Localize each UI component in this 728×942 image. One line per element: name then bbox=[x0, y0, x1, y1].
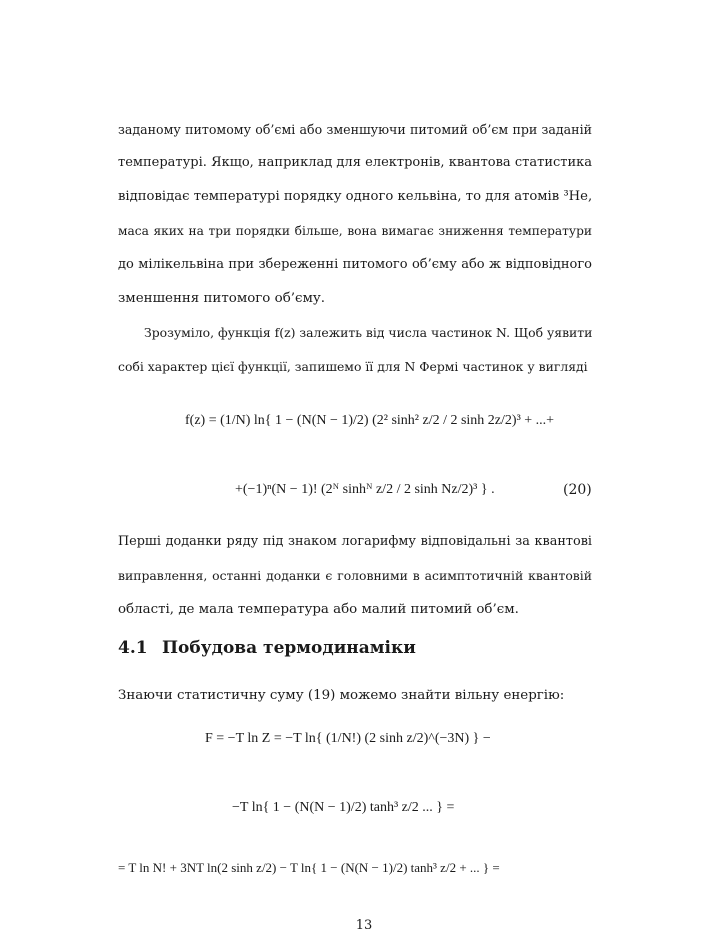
paragraph-line: маса яких на три порядки більше, вона вимагає зниження температури bbox=[118, 224, 592, 238]
paragraph-line: Знаючи статистичну суму (19) можемо знайти вільну енергію: bbox=[118, 688, 565, 703]
equation-number: (20) bbox=[563, 482, 592, 498]
paragraph-line: до мілікельвіна при збереженні питомого об’єму або ж відповідного bbox=[118, 257, 592, 272]
free-energy-line-1: F = −T ln Z = −T ln{ (1/N!) (2 sinh z/2)^(−3N) } − bbox=[205, 731, 491, 746]
paragraph-line: заданому питомому об’ємі або зменшуючи питомий об’єм при заданій bbox=[118, 122, 592, 137]
paragraph-line: зменшення питомого об’єму. bbox=[118, 291, 326, 306]
equation-20-line-2: +(−1)ⁿ(N − 1)! (2ᴺ sinhᴺ z/2 / 2 sinh Nz/2)³ } . bbox=[235, 482, 495, 497]
paragraph-line: виправлення, останні доданки є головними в асимптотичній квантовій bbox=[118, 568, 592, 583]
paragraph-line: собі характер цієї функції, запишемо її для N Фермі частинок у вигляді bbox=[118, 359, 588, 374]
section-number: 4.1 bbox=[118, 638, 148, 658]
free-energy-line-3: = T ln N! + 3NT ln(2 sinh z/2) − T ln{ 1 − (N(N − 1)/2) tanh³ z/2 + ... } = bbox=[118, 860, 500, 875]
equation-20-line-1: f(z) = (1/N) ln{ 1 − (N(N − 1)/2) (2² sinh² z/2 / 2 sinh 2z/2)³ + ...+ bbox=[185, 413, 555, 428]
paragraph-line: області, де мала температура або малий питомий об’єм. bbox=[118, 602, 519, 617]
paragraph-line: температурі. Якщо, наприклад для електронів, квантова статистика bbox=[118, 155, 592, 170]
paragraph-line: Зрозуміло, функція f(z) залежить від числа частинок N. Щоб уявити bbox=[144, 325, 593, 340]
paragraph-line: Перші доданки ряду під знаком логарифму відповідальні за квантові bbox=[118, 534, 592, 549]
page-number: 13 bbox=[355, 918, 373, 933]
section-heading bbox=[118, 638, 416, 658]
free-energy-line-2: −T ln{ 1 − (N(N − 1)/2) tanh³ z/2 ... } = bbox=[232, 800, 455, 815]
paragraph-line: відповідає температурі порядку одного кельвіна, то для атомів ³He, bbox=[118, 189, 593, 204]
section-title: Побудова термодинаміки bbox=[162, 638, 416, 658]
